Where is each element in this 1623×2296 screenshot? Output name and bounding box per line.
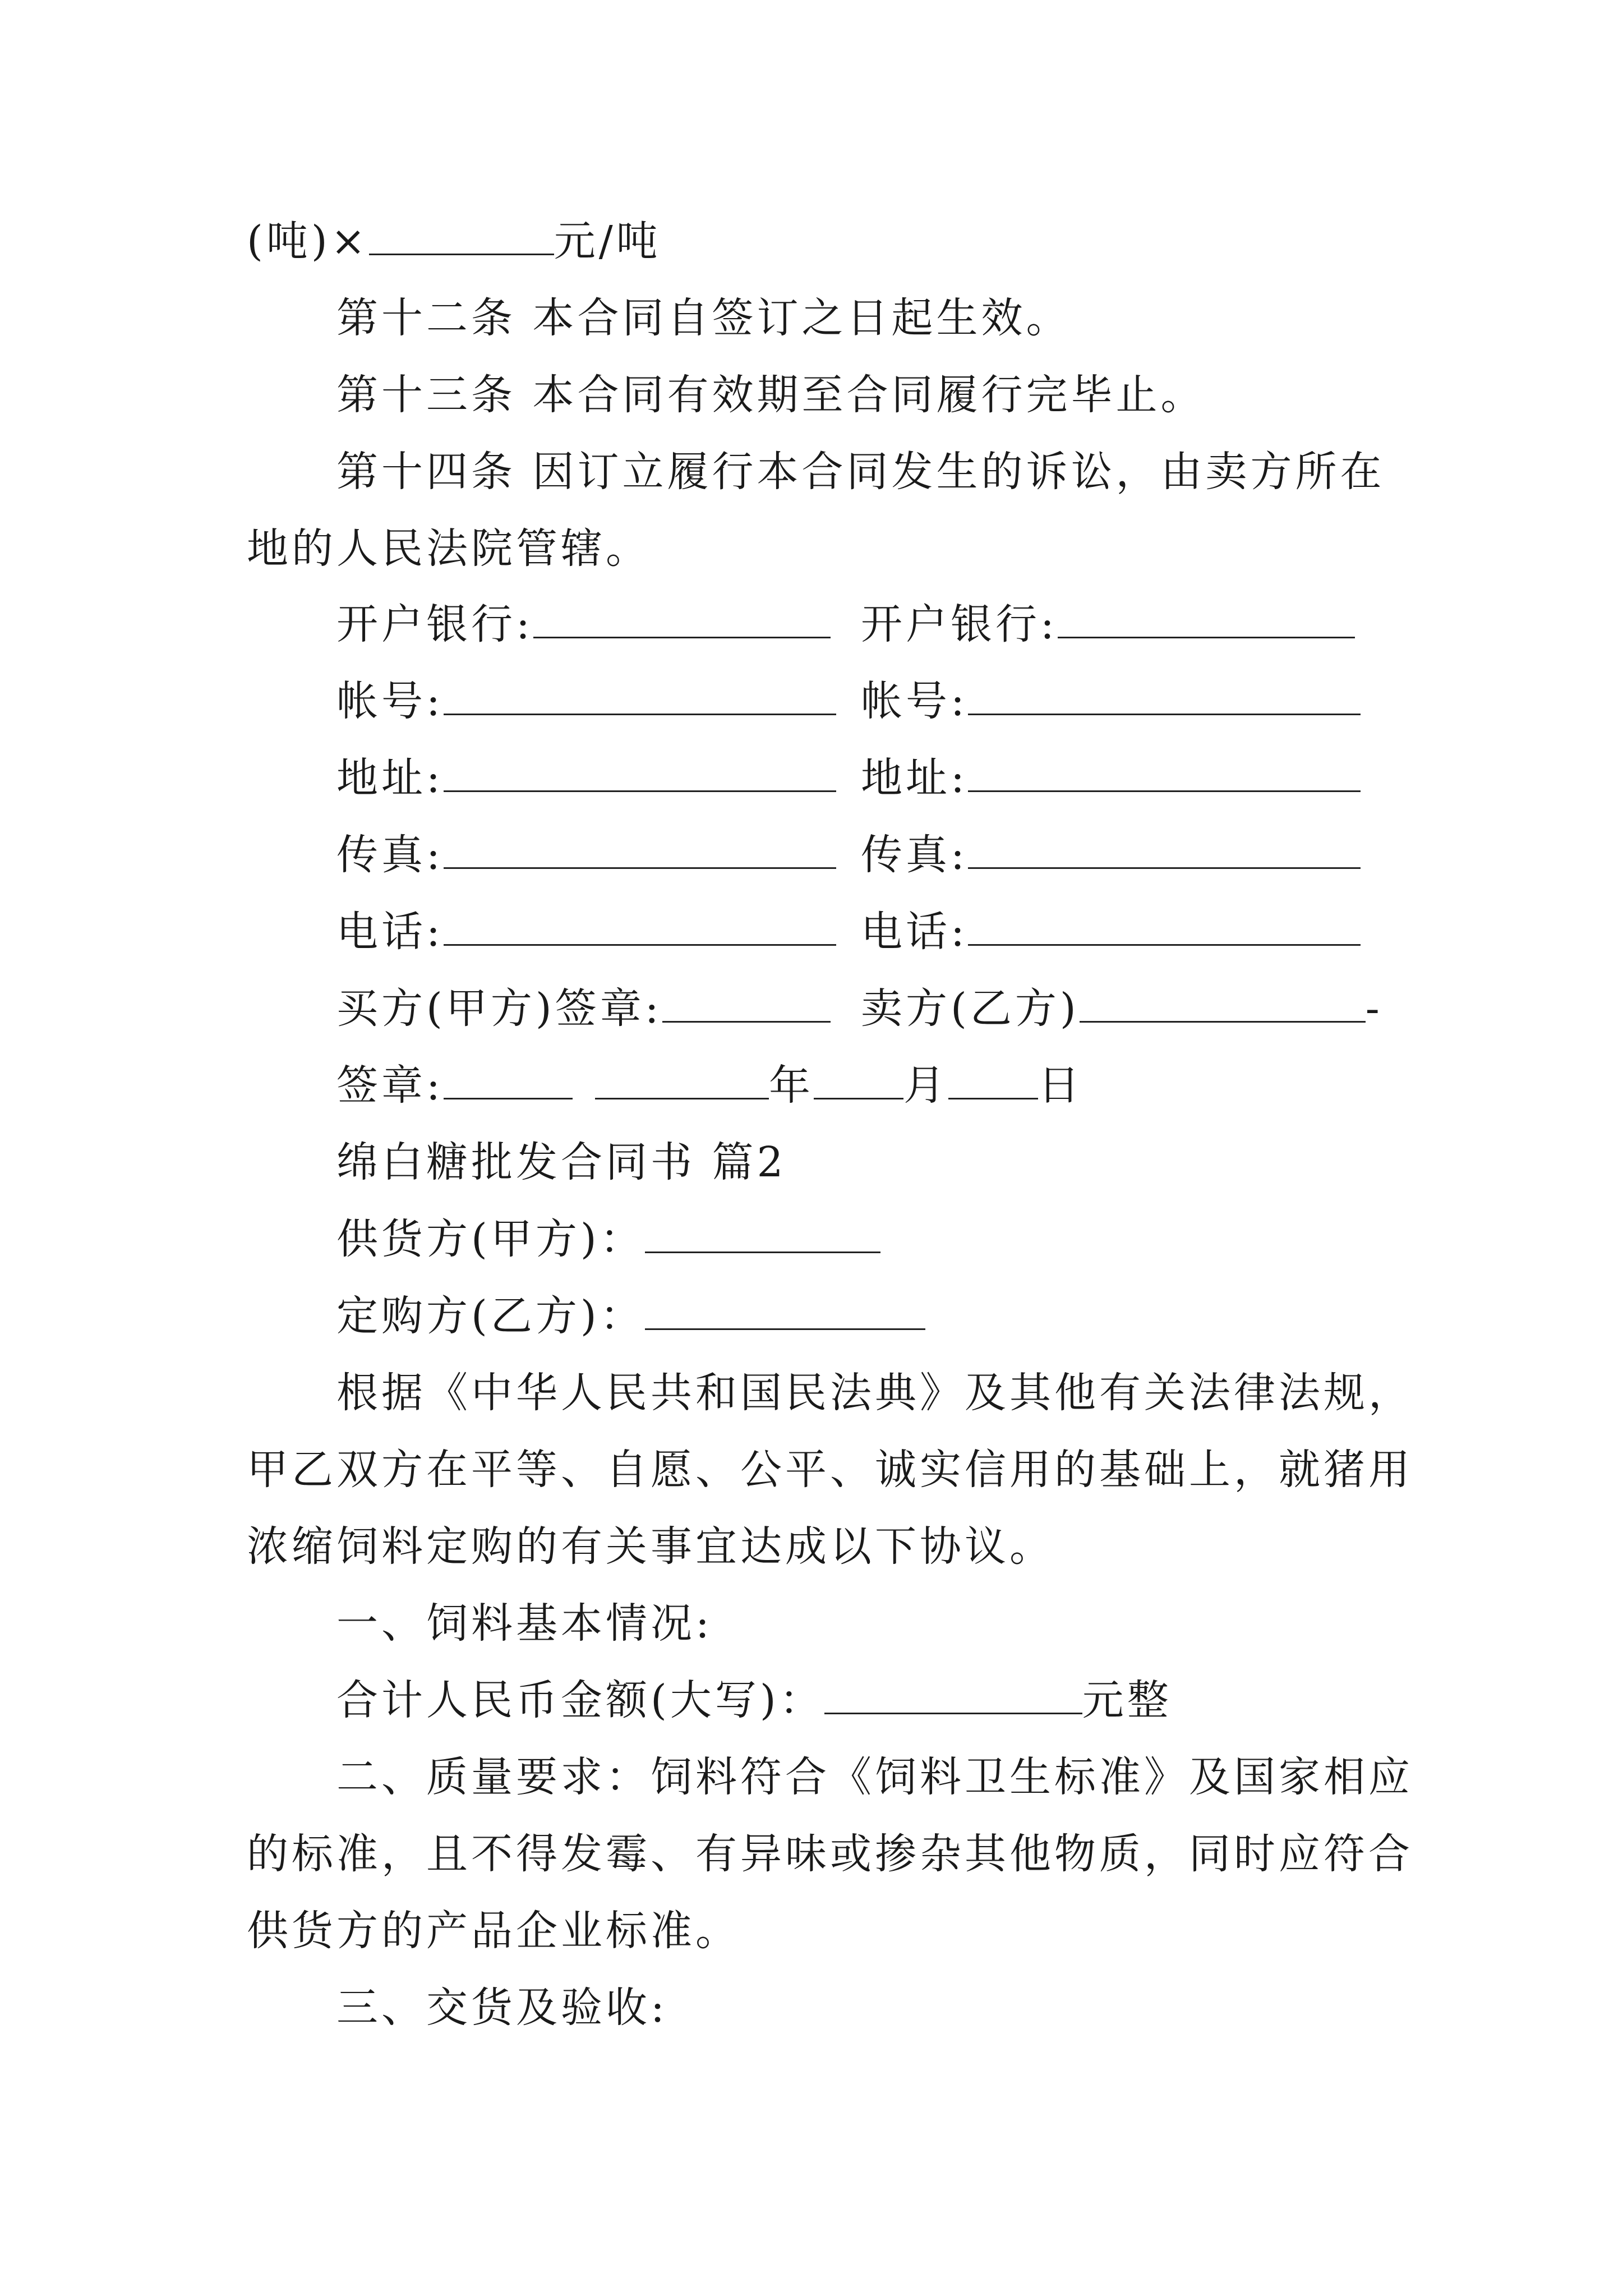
bank-left-label: 开户银行:	[336, 600, 533, 648]
fax-left	[336, 827, 836, 883]
price-line	[247, 213, 661, 269]
buyer-signature	[336, 981, 831, 1037]
sign-blank	[444, 1057, 573, 1099]
bank-left	[336, 596, 831, 652]
account-left	[336, 673, 836, 729]
buyer-signature-label: 买方(甲方)签章:	[336, 984, 662, 1033]
total-amount-blank	[824, 1672, 1082, 1714]
phone-left	[336, 904, 836, 960]
section-title: 绵白糖批发合同书 篇2	[336, 1138, 787, 1186]
total-amount-label: 合计人民币金额(大写)：	[336, 1676, 824, 1724]
phone-right-label: 电话:	[861, 908, 968, 956]
year-blank	[595, 1057, 769, 1099]
address-right	[861, 750, 1361, 806]
seller-dash: -	[1365, 984, 1383, 1033]
address-left-blank	[444, 750, 836, 792]
intro-paragraph-2: 甲乙双方在平等、自愿、公平、诚实信用的基础上，就猪用	[247, 1446, 1413, 1494]
month-blank	[814, 1057, 903, 1099]
fax-right-blank	[968, 827, 1361, 869]
account-right-blank	[968, 673, 1361, 715]
bank-right-blank	[1058, 596, 1355, 638]
total-amount-line	[336, 1672, 1172, 1728]
phone-left-label: 电话:	[336, 908, 444, 956]
heading-feed-basics: 一、饲料基本情况:	[336, 1599, 713, 1648]
total-amount-unit: 元整	[1082, 1676, 1172, 1724]
sign-date-line	[336, 1057, 1083, 1114]
fax-right	[861, 827, 1361, 883]
intro-paragraph-1: 根据《中华人民共和国民法典》及其他有关法律法规，	[336, 1369, 1413, 1417]
year-label: 年	[768, 1061, 814, 1110]
price-unit-suffix: 元/吨	[554, 217, 661, 265]
month-label: 月	[903, 1061, 948, 1110]
day-label: 日	[1038, 1061, 1083, 1110]
seller-signature	[861, 981, 1383, 1037]
phone-left-blank	[444, 904, 836, 946]
account-left-blank	[444, 673, 836, 715]
supplier-blank	[645, 1211, 880, 1253]
fax-left-label: 传真:	[336, 831, 444, 879]
orderer-line	[336, 1288, 925, 1344]
address-right-blank	[968, 750, 1361, 792]
sign-label: 签章:	[336, 1061, 444, 1110]
article-12: 第十二条 本合同自签订之日起生效。	[336, 294, 1071, 342]
orderer-blank	[645, 1288, 925, 1330]
address-left-label: 地址:	[336, 754, 444, 802]
bank-right	[861, 596, 1355, 652]
intro-paragraph-3: 浓缩饲料定购的有关事宜达成以下协议。	[247, 1522, 1054, 1571]
bank-right-label: 开户银行:	[861, 600, 1058, 648]
phone-right-blank	[968, 904, 1361, 946]
orderer-label: 定购方(乙方)：	[336, 1292, 645, 1340]
quality-paragraph-2: 的标准，且不得发霉、有异味或掺杂其他物质，同时应符合	[247, 1830, 1413, 1878]
account-right	[861, 673, 1361, 729]
address-right-label: 地址:	[861, 754, 968, 802]
supplier-line	[336, 1211, 880, 1267]
day-blank	[948, 1057, 1038, 1099]
article-13: 第十三条 本合同有效期至合同履行完毕止。	[336, 371, 1206, 419]
account-right-label: 帐号:	[861, 677, 968, 725]
article-14-cont: 地的人民法院管辖。	[247, 524, 651, 573]
price-blank	[369, 213, 554, 255]
account-left-label: 帐号:	[336, 677, 444, 725]
seller-signature-label: 卖方(乙方)	[861, 984, 1080, 1033]
fax-left-blank	[444, 827, 836, 869]
price-unit-text: (吨)×	[247, 217, 369, 265]
seller-signature-blank	[1080, 981, 1366, 1023]
address-left	[336, 750, 836, 806]
buyer-signature-blank	[662, 981, 831, 1023]
supplier-label: 供货方(甲方)：	[336, 1215, 645, 1263]
phone-right	[861, 904, 1361, 960]
fax-right-label: 传真:	[861, 831, 968, 879]
heading-delivery: 三、交货及验收:	[336, 1984, 668, 2032]
quality-paragraph-1: 二、质量要求：饲料符合《饲料卫生标准》及国家相应	[336, 1753, 1413, 1801]
bank-left-blank	[533, 596, 831, 638]
quality-paragraph-3: 供货方的产品企业标准。	[247, 1907, 740, 1955]
article-14: 第十四条 因订立履行本合同发生的诉讼，由卖方所在	[336, 448, 1385, 496]
